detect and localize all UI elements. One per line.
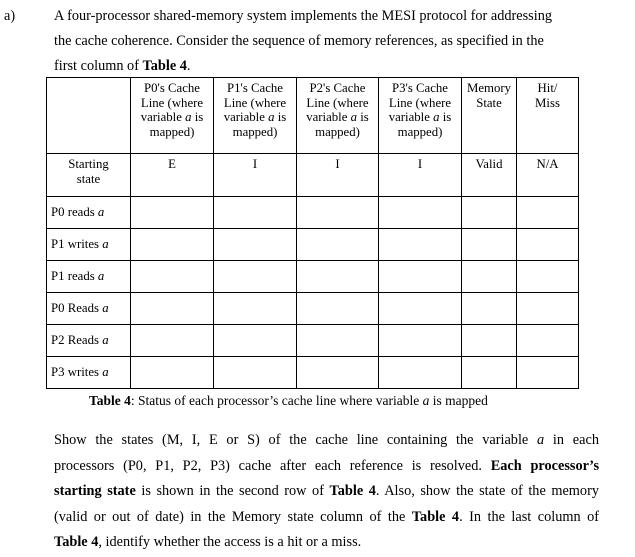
start-p2: I (297, 154, 379, 197)
intro-line-3-text: first column of (54, 58, 143, 74)
instr-var: a (537, 432, 545, 448)
instructions-line-5 (54, 530, 599, 556)
answer-cell[interactable] (517, 261, 579, 293)
table-row (47, 197, 579, 229)
header-p0-l3: variable a is (140, 110, 204, 124)
header-p1-l2: Line (where (223, 95, 287, 110)
answer-cell[interactable] (214, 261, 297, 293)
answer-cell[interactable] (297, 229, 379, 261)
header-p0-var: a (185, 110, 192, 124)
answer-cell[interactable] (214, 357, 297, 389)
answer-cell[interactable] (517, 197, 579, 229)
table-row (47, 357, 579, 389)
table-row (47, 229, 579, 261)
header-hit-miss (517, 78, 579, 154)
header-hitmiss-l1: Hit/ (537, 81, 558, 95)
answer-cell[interactable] (131, 229, 214, 261)
start-p0: E (131, 154, 214, 197)
instr-bold: Table 4 (411, 508, 460, 525)
instructions-paragraph (54, 428, 599, 556)
table-row (47, 293, 579, 325)
instr-text: in each (544, 432, 599, 448)
starting-label-l1: Starting (68, 157, 109, 171)
instr-text: processors (P0, P1, P2, P3) cache after each reference is resolved. (54, 457, 491, 474)
row-label-var: a (102, 301, 109, 316)
instr-text: (valid or out of date) in the Memory state column of the (54, 508, 412, 525)
instructions-line-4 (54, 505, 599, 531)
header-p3-l1: P3's Cache (392, 81, 448, 95)
answer-cell[interactable] (462, 261, 517, 293)
answer-cell[interactable] (131, 197, 214, 229)
row-label-text: P2 Reads (51, 333, 103, 348)
header-p2-l2: Line (where (306, 95, 369, 110)
answer-cell[interactable] (462, 325, 517, 357)
answer-cell[interactable] (131, 293, 214, 325)
row-label-var: a (102, 365, 109, 380)
header-p0-l2: Line (where (140, 95, 204, 110)
intro-line-2: the cache coherence. Consider the sequence of memory references, as specified in the (54, 33, 544, 49)
header-p3-l2: Line (where (388, 95, 452, 110)
header-memory-l1: Memory (466, 81, 512, 95)
answer-cell[interactable] (462, 197, 517, 229)
start-p1: I (214, 154, 297, 197)
start-memory: Valid (462, 154, 517, 197)
instr-bold: Table 4 (54, 534, 99, 550)
row-label-var: a (102, 333, 109, 348)
row-label-var: a (97, 205, 105, 220)
answer-cell[interactable] (517, 293, 579, 325)
instr-bold: starting state (54, 483, 136, 499)
header-p1-var: a (268, 110, 275, 124)
instr-text: . Also, show the state of the memory (375, 483, 599, 499)
header-p1-l4: mapped) (232, 124, 278, 139)
intro-line-3-suffix: . (186, 58, 191, 74)
answer-cell[interactable] (297, 261, 379, 293)
row-label-p0-reads-2 (47, 293, 131, 325)
caption-suffix: is mapped (429, 393, 488, 408)
row-label-p1-reads (47, 261, 131, 293)
answer-cell[interactable] (214, 293, 297, 325)
start-hitmiss: N/A (517, 154, 579, 197)
instructions-line-2 (54, 454, 599, 480)
header-hitmiss-l2: Miss (535, 95, 560, 110)
header-p3-cache (379, 78, 462, 154)
row-label-text: P1 writes (51, 237, 103, 252)
row-label-p1-writes (47, 229, 131, 261)
answer-cell[interactable] (297, 197, 379, 229)
header-p2-cache (297, 78, 379, 154)
header-row (47, 78, 579, 154)
row-label-text: P3 writes (51, 365, 103, 380)
header-p3-l4: mapped) (397, 124, 443, 139)
caption-text: : Status of each processor’s cache line where variable (130, 393, 423, 408)
table-row (47, 261, 579, 293)
instr-bold: Table 4 (329, 483, 376, 499)
mesi-table (46, 77, 579, 389)
header-p0-cache (131, 78, 214, 154)
answer-cell[interactable] (462, 229, 517, 261)
instr-text: Show the states (M, I, E or S) of the cache line containing the variable (54, 432, 538, 448)
instr-text: is shown in the second row of (135, 483, 330, 499)
row-label-p3-writes (47, 357, 131, 389)
answer-cell[interactable] (214, 325, 297, 357)
table-caption (89, 393, 488, 409)
answer-cell[interactable] (379, 293, 462, 325)
answer-cell[interactable] (462, 293, 517, 325)
header-p3-var: a (433, 110, 440, 124)
answer-cell[interactable] (214, 197, 297, 229)
answer-cell[interactable] (131, 325, 214, 357)
header-p2-var: a (350, 110, 358, 124)
row-label-p2-reads (47, 325, 131, 357)
row-label-text: P1 reads (51, 269, 98, 284)
answer-cell[interactable] (131, 261, 214, 293)
row-label-text: P0 reads (51, 205, 98, 220)
header-p1-l3: variable a is (223, 110, 287, 124)
starting-state-label (47, 154, 131, 197)
answer-cell[interactable] (379, 357, 462, 389)
answer-cell[interactable] (131, 357, 214, 389)
header-p3-l3: variable a is (388, 110, 452, 124)
header-memory-l2: State (476, 95, 502, 110)
instr-bold: Each processor’s (490, 457, 600, 474)
question-label: a) (4, 8, 16, 24)
header-p2-l1: P2's Cache (309, 81, 366, 95)
answer-cell[interactable] (462, 357, 517, 389)
caption-var: a (422, 393, 430, 408)
row-label-var: a (102, 237, 109, 252)
answer-cell[interactable] (517, 357, 579, 389)
instructions-line-3 (54, 479, 599, 505)
instr-text: , identify whether the access is a hit or a miss. (98, 534, 362, 550)
intro-line-3 (54, 54, 191, 79)
starting-label-l2: state (76, 171, 101, 186)
row-label-p0-reads (47, 197, 131, 229)
header-p0-l1: P0's Cache (144, 81, 200, 95)
answer-cell[interactable] (297, 357, 379, 389)
header-p1-l1: P1's Cache (227, 81, 283, 95)
start-p3: I (379, 154, 462, 197)
answer-cell[interactable] (379, 325, 462, 357)
intro-line-1: A four-processor shared-memory system implements the MESI protocol for addressing (54, 8, 553, 24)
answer-cell[interactable] (517, 325, 579, 357)
answer-cell[interactable] (517, 229, 579, 261)
starting-state-row (47, 154, 579, 197)
header-p0-l4: mapped) (149, 124, 195, 139)
instr-text: . In the last column of (459, 508, 599, 525)
header-p1-cache (214, 78, 297, 154)
answer-cell[interactable] (297, 325, 379, 357)
table-ref: Table 4 (142, 58, 187, 74)
answer-cell[interactable] (297, 293, 379, 325)
instructions-line-1 (54, 428, 599, 454)
header-p2-l4: mapped) (315, 124, 360, 139)
row-label-var: a (97, 269, 105, 284)
answer-cell[interactable] (214, 229, 297, 261)
answer-cell[interactable] (379, 229, 462, 261)
caption-table-ref: Table 4 (89, 393, 131, 408)
header-operation (47, 78, 131, 154)
header-memory-state (462, 78, 517, 154)
answer-cell[interactable] (379, 261, 462, 293)
row-label-text: P0 Reads (51, 301, 103, 316)
header-p2-l3: variable a is (306, 110, 369, 124)
answer-cell[interactable] (379, 197, 462, 229)
table-row (47, 325, 579, 357)
